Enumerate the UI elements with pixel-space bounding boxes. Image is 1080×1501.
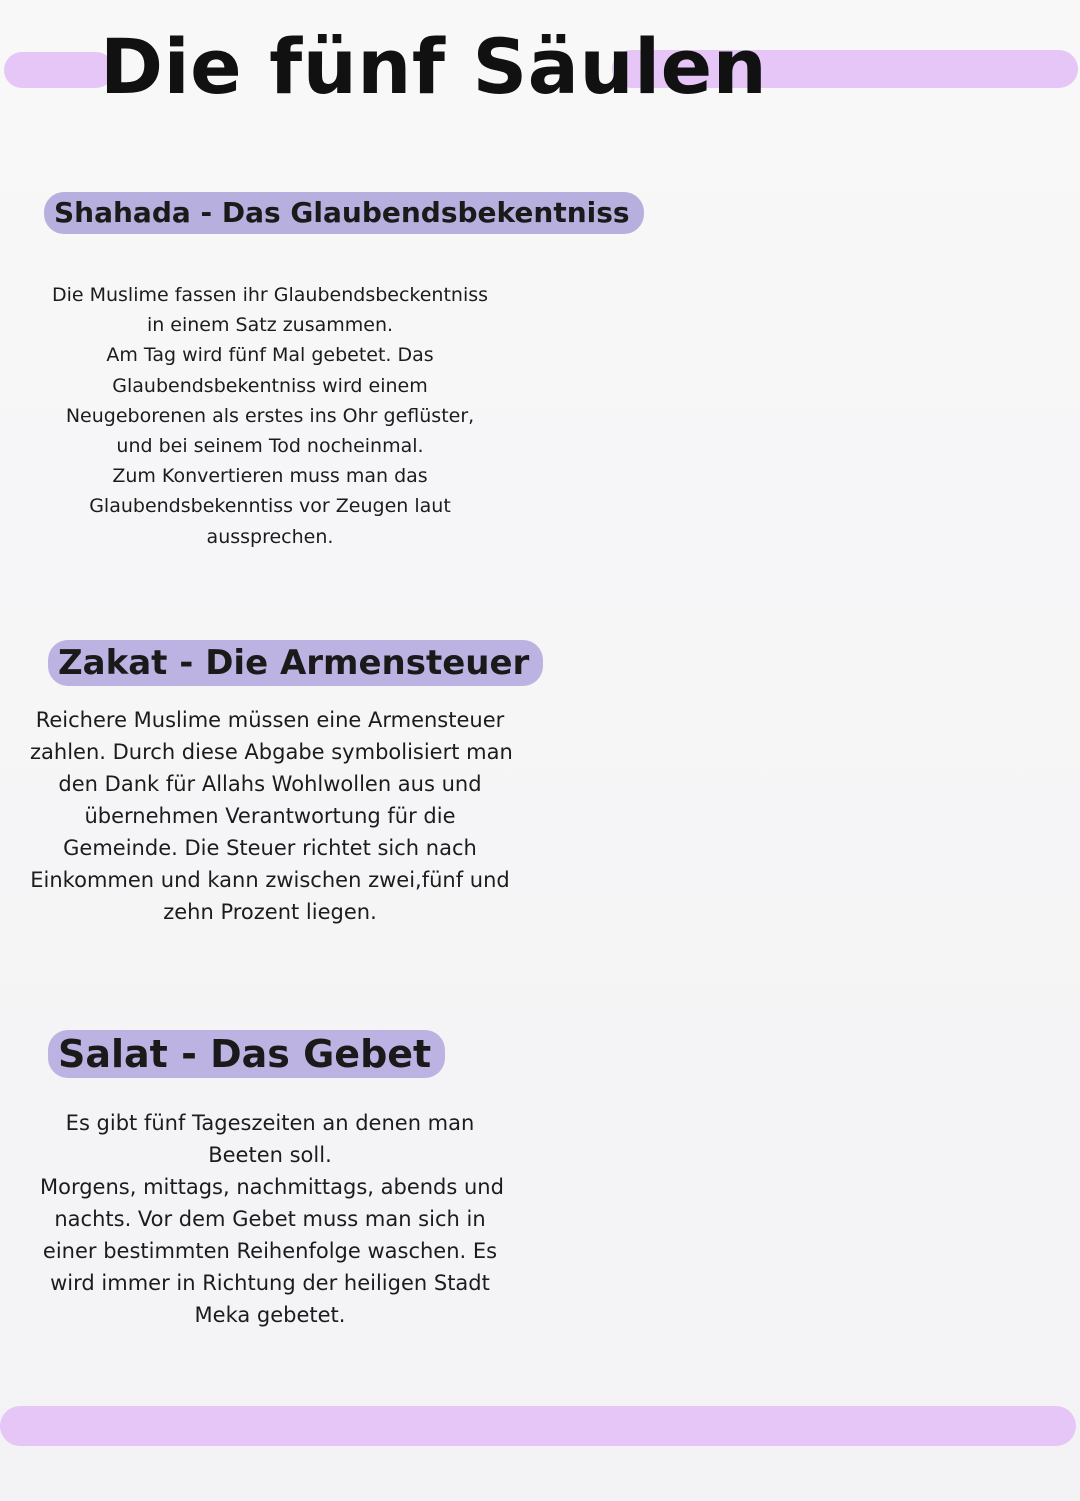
section-heading-zakat: Zakat - Die Armensteuer [48, 640, 543, 686]
text-line: Einkommen und kann zwischen zwei,fünf und [30, 868, 510, 892]
section-heading-salat: Salat - Das Gebet [48, 1030, 445, 1078]
text-line: Reichere Muslime müssen eine Armensteuer [35, 708, 505, 732]
text-line: wird immer in Richtung der heiligen Stadt [50, 1271, 490, 1295]
text-line: Zum Konvertieren muss man das [112, 465, 428, 488]
text-line: Die Muslime fassen ihr Glaubendsbeckentniss [51, 284, 489, 306]
section-text-shahada [40, 280, 500, 552]
text-line: übernehmen Verantwortung für die [84, 804, 456, 828]
text-line: den Dank für Allahs Wohlwollen aus und [58, 772, 482, 796]
page-title: Die fünf Säulen [100, 22, 768, 111]
text-line: Glaubendsbekenntiss vor Zeugen laut [89, 495, 451, 518]
text-line: zehn Prozent liegen. [163, 900, 377, 924]
text-line: nachts. Vor dem Gebet muss man sich in [54, 1207, 486, 1231]
footer-decor-bar [0, 1406, 1076, 1446]
text-line: Es gibt fünf Tageszeiten an denen man [65, 1111, 475, 1135]
section-text-salat [40, 1107, 504, 1331]
text-line: Neugeborenen als erstes ins Ohr geflüster, [65, 404, 475, 427]
text-line: Meka gebetet. [194, 1303, 346, 1327]
text-line: Morgens, mittags, nachmittags, abends und [40, 1175, 504, 1199]
text-line: einer bestimmten Reihenfolge waschen. Es [42, 1239, 498, 1263]
text-line: Beeten soll. [208, 1143, 332, 1167]
title-decor-bar-left [4, 52, 114, 88]
text-line: aussprechen. [206, 525, 334, 548]
text-line: und bei seinem Tod nocheinmal. [116, 435, 424, 458]
section-heading-shahada: Shahada - Das Glaubendsbekentniss [44, 192, 644, 234]
text-line: Gemeinde. Die Steuer richtet sich nach [63, 836, 477, 860]
text-line: Am Tag wird fünf Mal gebetet. Das [106, 344, 434, 367]
text-line: in einem Satz zusammen. [146, 314, 394, 337]
text-line: Glaubendsbekentniss wird einem [112, 374, 428, 397]
text-line: zahlen. Durch diese Abgabe symbolisiert man [30, 740, 513, 764]
section-text-zakat [30, 704, 513, 928]
